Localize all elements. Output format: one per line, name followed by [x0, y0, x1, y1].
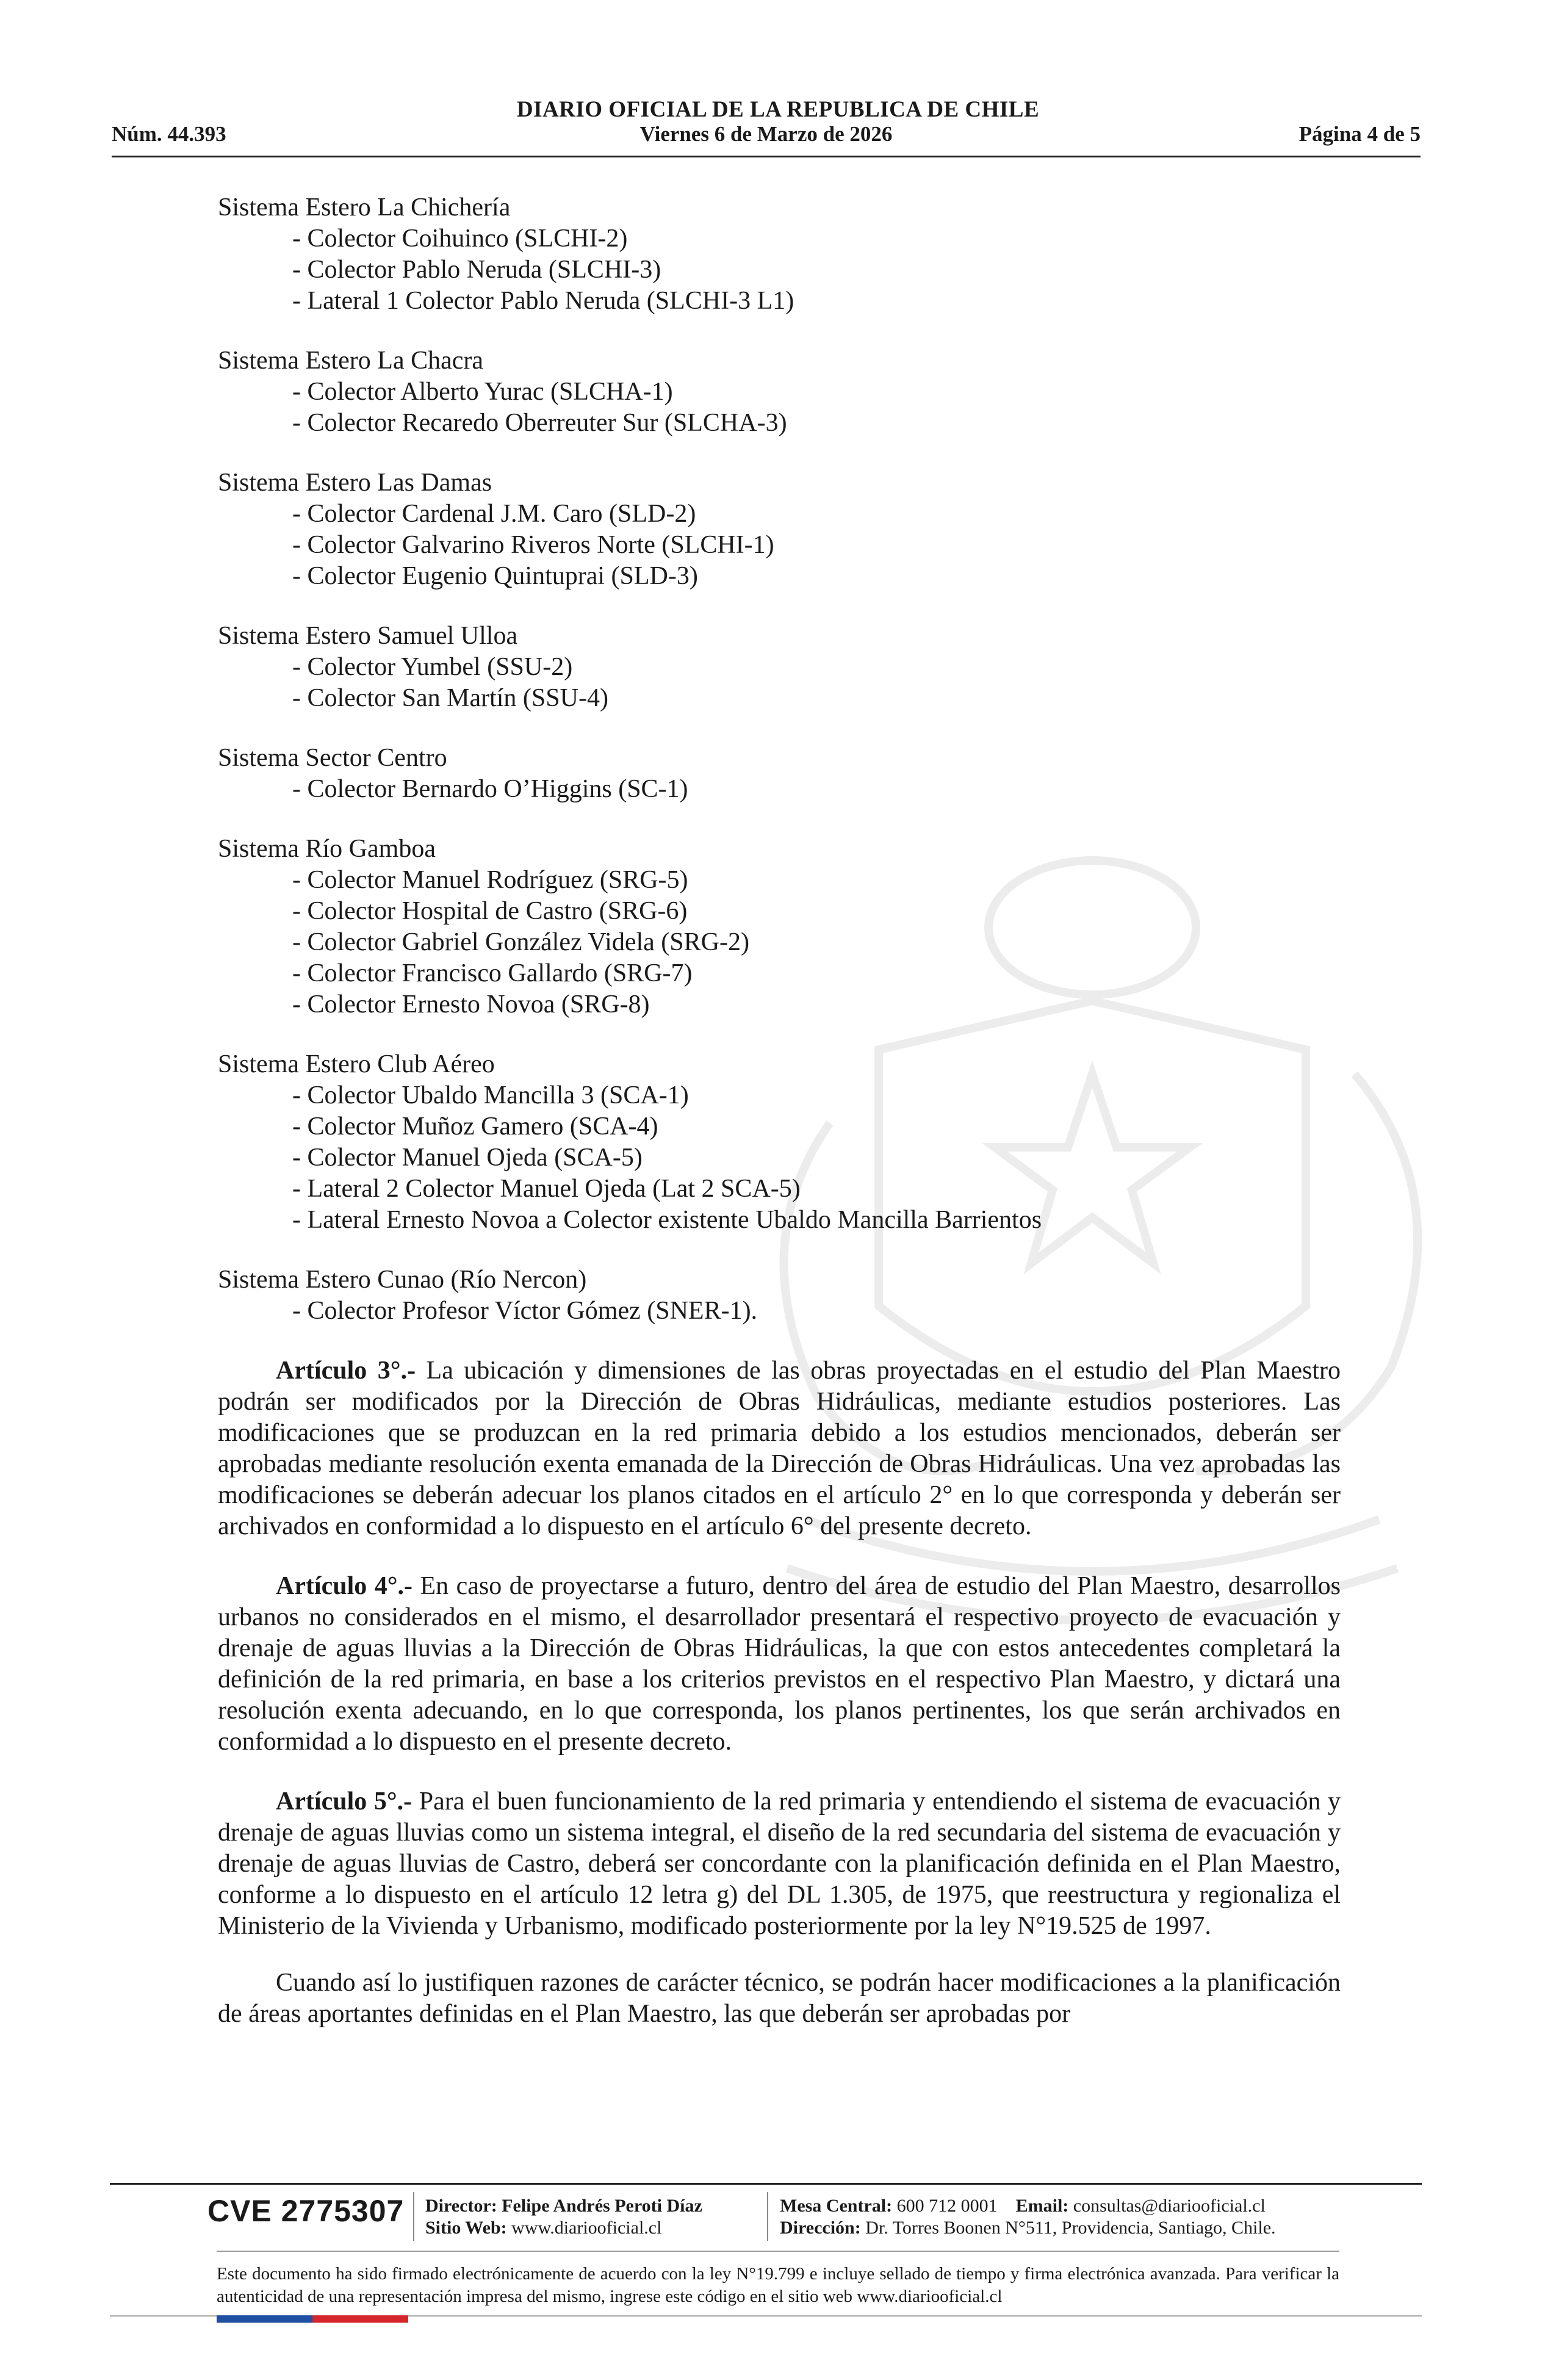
system-title: Sistema Estero Club Aéreo	[218, 1050, 495, 1078]
page-indicator: Página 4 de 5	[1298, 122, 1421, 146]
collector-item: - Colector Eugenio Quintuprai (SLD-3)	[292, 562, 698, 590]
collector-item: - Colector Cardenal J.M. Caro (SLD-2)	[292, 500, 696, 528]
collector-item: - Colector Yumbel (SSU-2)	[292, 653, 573, 681]
system-title: Sistema Estero La Chacra	[218, 347, 484, 375]
article-5-continuation: Cuando así lo justifiquen razones de carácter técnico, se podrán hacer modificaciones a la planificación de áreas aportantes definidas en el Plan Maestro, las que deberán ser aprobadas por	[218, 1969, 1341, 2028]
collector-item: - Colector Gabriel González Videla (SRG-2)	[292, 928, 749, 956]
system-block	[218, 621, 1341, 714]
collector-item: - Colector Galvarino Riveros Norte (SLCHI-1)	[292, 531, 774, 559]
article-4-heading: Artículo 4°.-	[276, 1572, 413, 1600]
footer-separator	[413, 2192, 414, 2241]
system-block	[218, 1264, 1341, 1327]
footer-divider-mid	[217, 2251, 1339, 2252]
system-block	[218, 834, 1341, 1020]
header-row	[112, 122, 1421, 150]
address-text: Dr. Torres Boonen N°511, Providencia, Santiago, Chile.	[865, 2218, 1276, 2238]
phone-number: 600 712 0001	[896, 2196, 998, 2216]
header-divider	[112, 156, 1421, 157]
article-3-text: La ubicación y dimensiones de las obras proyectadas en el estudio del Plan Maestro podrán ser modificados por la Dirección de Obras Hidráulicas, mediante estudios posteriores. Las modificaciones que se produzcan en la red primaria debido a los estudios mencionados, deberán ser aprobadas mediante resolución exenta emanada de la Dirección de Obras Hidráulicas. Una vez aprobadas las modificaciones se deberán adecuar los planos citados en el artículo 2° en lo que corresponda y deberán ser archivados en conformidad a lo dispuesto en el artículo 6° del presente decreto.	[218, 1357, 1341, 1540]
director-name: Felipe Andrés Peroti Díaz	[502, 2196, 702, 2216]
address-label: Dirección:	[780, 2218, 861, 2238]
article-4	[218, 1571, 1341, 1758]
collector-item: - Lateral 2 Colector Manuel Ojeda (Lat 2 SCA-5)	[292, 1175, 801, 1203]
issue-number: Núm. 44.393	[112, 122, 226, 146]
website-link[interactable]: www.diariooficial.cl	[511, 2218, 662, 2238]
document-body	[218, 192, 1341, 2055]
website-line	[425, 2217, 661, 2239]
collector-item: - Colector Francisco Gallardo (SRG-7)	[292, 959, 693, 987]
system-title: Sistema Río Gamboa	[218, 835, 436, 863]
system-title: Sistema Sector Centro	[218, 744, 447, 772]
system-title: Sistema Estero La Chichería	[218, 193, 511, 222]
system-block	[218, 743, 1341, 805]
newspaper-title: DIARIO OFICIAL DE LA REPUBLICA DE CHILE	[516, 97, 1040, 122]
signature-note: Este documento ha sido firmado electrónicamente de acuerdo con la ley N°19.799 e incluye sellado de tiempo y firma electrónica avanzada. Para verificar la autenticidad de una representación impresa del mismo, ingrese este código en el sitio web www.diariooficial.cl	[217, 2264, 1339, 2306]
collector-item: - Lateral 1 Colector Pablo Neruda (SLCHI-3 L1)	[292, 287, 794, 315]
collector-item: - Colector Recaredo Oberreuter Sur (SLCHA-3)	[292, 409, 787, 437]
article-5-heading: Artículo 5°.-	[276, 1787, 412, 1816]
system-block	[218, 467, 1341, 592]
collector-item: - Colector Manuel Rodríguez (SRG-5)	[292, 866, 688, 894]
system-block	[218, 192, 1341, 317]
collector-item: - Colector Profesor Víctor Gómez (SNER-1).	[292, 1297, 758, 1325]
collector-item: - Colector Alberto Yurac (SLCHA-1)	[292, 378, 673, 406]
collector-item: - Colector Ernesto Novoa (SRG-8)	[292, 990, 650, 1019]
cve-code: CVE 2775307	[207, 2194, 405, 2228]
article-3-heading: Artículo 3°.-	[276, 1357, 416, 1385]
footer-divider-top	[110, 2183, 1422, 2185]
footer-separator	[767, 2192, 768, 2241]
collector-item: - Colector Bernardo O’Higgins (SC-1)	[292, 775, 688, 803]
system-title: Sistema Estero Las Damas	[218, 469, 492, 497]
email-label: Email:	[1015, 2196, 1069, 2216]
collector-item: - Lateral Ernesto Novoa a Colector existente Ubaldo Mancilla Barrientos	[292, 1206, 1042, 1234]
phone-label: Mesa Central:	[780, 2196, 893, 2216]
contact-line	[780, 2195, 1266, 2217]
website-label: Sitio Web:	[425, 2218, 507, 2238]
collector-item: - Colector Hospital de Castro (SRG-6)	[292, 897, 688, 925]
issue-date: Viernes 6 de Marzo de 2026	[639, 122, 893, 146]
system-block	[218, 345, 1341, 439]
article-5	[218, 1786, 1341, 1942]
collector-item: - Colector Pablo Neruda (SLCHI-3)	[292, 256, 661, 284]
system-title: Sistema Estero Cunao (Río Nercon)	[218, 1266, 587, 1294]
systems-list	[218, 192, 1341, 1327]
director-label: Director:	[425, 2196, 497, 2216]
collector-item: - Colector San Martín (SSU-4)	[292, 684, 608, 712]
system-title: Sistema Estero Samuel Ulloa	[218, 622, 518, 650]
article-4-text: En caso de proyectarse a futuro, dentro del área de estudio del Plan Maestro, desarrollos urbanos no considerados en el mismo, el desarrollador presentará el respectivo proyecto de evacuación y drenaje de aguas lluvias a la Dirección de Obras Hidráulicas, la que con estos antecedentes completará la definición de la red primaria, en base a los criterios previstos en el respectivo Plan Maestro, y dictará una resolución exenta adecuando, en lo que corresponda, los planos pertinentes, los que serán archivados en conformidad a lo dispuesto en el presente decreto.	[218, 1572, 1341, 1756]
flag-stripe-red	[312, 2315, 408, 2323]
collector-item: - Colector Manuel Ojeda (SCA-5)	[292, 1144, 643, 1172]
system-block	[218, 1049, 1341, 1236]
flag-stripe-blue	[217, 2315, 312, 2323]
collector-item: - Colector Muñoz Gamero (SCA-4)	[292, 1112, 658, 1141]
director-line	[425, 2195, 702, 2217]
collector-item: - Colector Ubaldo Mancilla 3 (SCA-1)	[292, 1081, 689, 1109]
email-link[interactable]: consultas@diariooficial.cl	[1073, 2196, 1266, 2216]
address-line	[780, 2217, 1276, 2239]
article-5-text: Para el buen funcionamiento de la red primaria y entendiendo el sistema de evacuación y drenaje de aguas lluvias como un sistema integral, el diseño de la red secundaria del sistema de evacuación y drenaje de aguas lluvias de Castro, deberá ser concordante con la planificación definida en el Plan Maestro, conforme a lo dispuesto en el artículo 12 letra g) del DL 1.305, de 1975, que reestructura y regionaliza el Ministerio de la Vivienda y Urbanismo, modificado posteriormente por la ley N°19.525 de 1997.	[218, 1787, 1341, 1940]
collector-item: - Colector Coihuinco (SLCHI-2)	[292, 225, 628, 253]
article-3	[218, 1355, 1341, 1542]
